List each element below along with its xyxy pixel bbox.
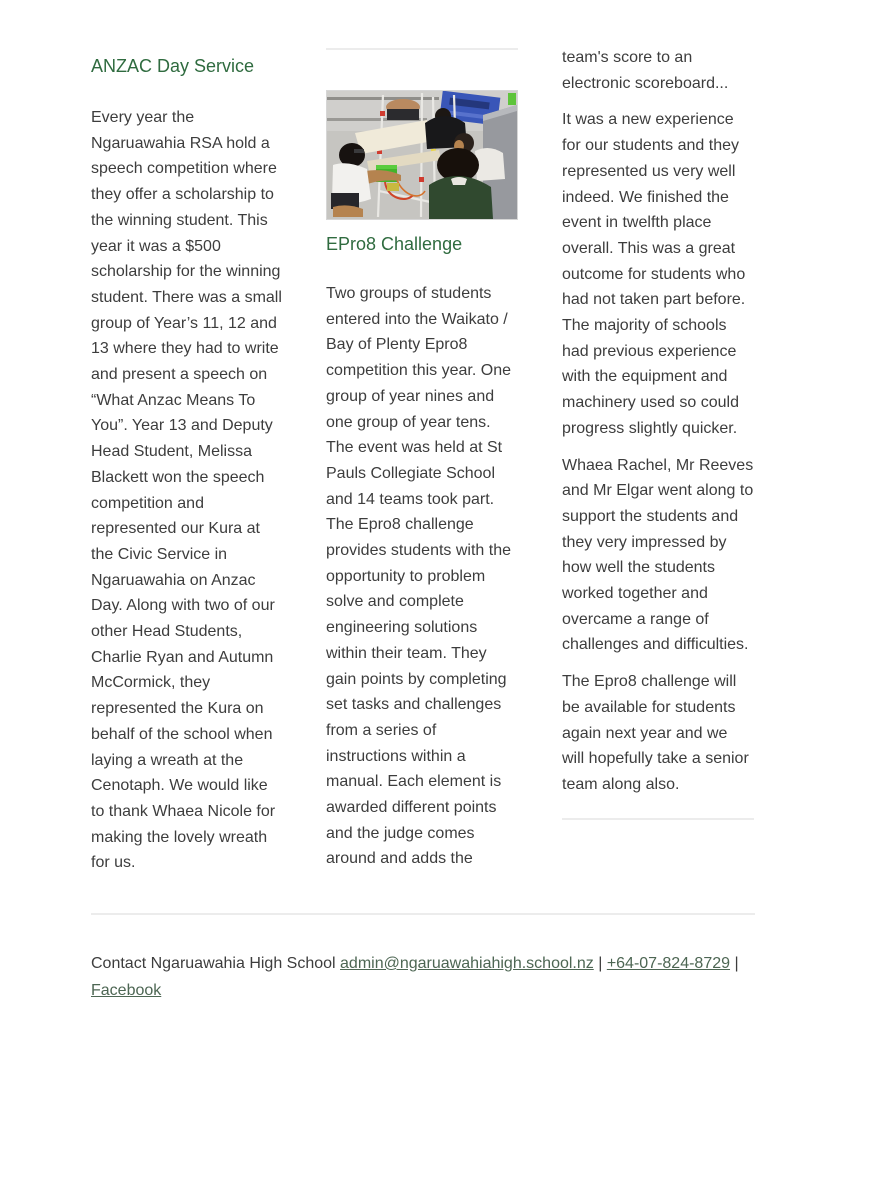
footer — [91, 913, 755, 1004]
divider-top — [326, 48, 518, 50]
column-epro8-continued — [562, 45, 754, 820]
email-link[interactable]: admin@ngaruawahiahigh.school.nz — [340, 955, 594, 972]
anzac-article-title: ANZAC Day Service — [91, 56, 255, 76]
epro8-article-body: Two groups of students entered into the Waikato / Bay of Plenty Epro8 competition this year. One group of year nines and one group of year tens. The event was held at St Pauls Collegiate School and 14 teams took part. The Epro8 challenge provides students with the opportunity to problem solve and complete engineering solutions within their team. They gain points by completing set tasks and challenges from a series of instructions within a manual. Each element is awarded different points and the judge comes around and adds the — [326, 285, 511, 868]
epro8-continued-paragraph: Whaea Rachel, Mr Reeves and Mr Elgar went along to support the students and they very impressed by how well the students worked together and overcame a range of challenges and difficulties. — [562, 456, 754, 654]
epro8-photo-illustration — [327, 91, 517, 219]
epro8-continued-paragraph: It was a new experience for our students and they represented us very well indeed. We finished the event in twelfth place overall. This was a great outcome for students who had not taken part before. The majority of schools had previous experience with the equipment and machinery used so could progress slightly quicker. — [562, 111, 746, 437]
epro8-article-title: EPro8 Challenge — [326, 234, 463, 254]
epro8-photo — [326, 90, 518, 220]
column-epro8-challenge — [326, 40, 518, 883]
contact-line — [91, 950, 755, 1004]
epro8-continued-paragraph: The Epro8 challenge will be available for students again next year and we will hopefully take a senior team along also. — [562, 673, 749, 793]
divider-bottom — [562, 818, 754, 820]
footer-divider — [91, 913, 755, 915]
contact-prefix-text: Contact Ngaruawahia High School — [91, 955, 341, 972]
anzac-article-body: Every year the Ngaruawahia RSA hold a speech competition where they offer a scholarship to the winning student. This year it was a $500 scholarship for the winning student. There was a small group of Year’s 11, 12 and 13 where they had to write and present a speech on “What Anzac Means To You”. Year 13 and Deputy Head Student, Melissa Blackett won the speech competition and represented our Kura at the Civic Service in Ngaruawahia on Anzac Day. Along with two of our other Head Students, Charlie Ryan and Autumn McCormick, they represented the Kura on behalf of the school when laying a wreath at the Cenotaph. We would like to thank Whaea Nicole for making the lovely wreath for us. — [91, 109, 282, 872]
separator-text: | — [730, 955, 739, 972]
separator-text: | — [593, 955, 607, 972]
epro8-continued-paragraph: team's score to an electronic scoreboard... — [562, 49, 729, 92]
column-anzac-day-service — [91, 56, 283, 887]
facebook-link[interactable]: Facebook — [91, 982, 162, 999]
phone-link[interactable]: +64-07-824-8729 — [606, 955, 731, 972]
